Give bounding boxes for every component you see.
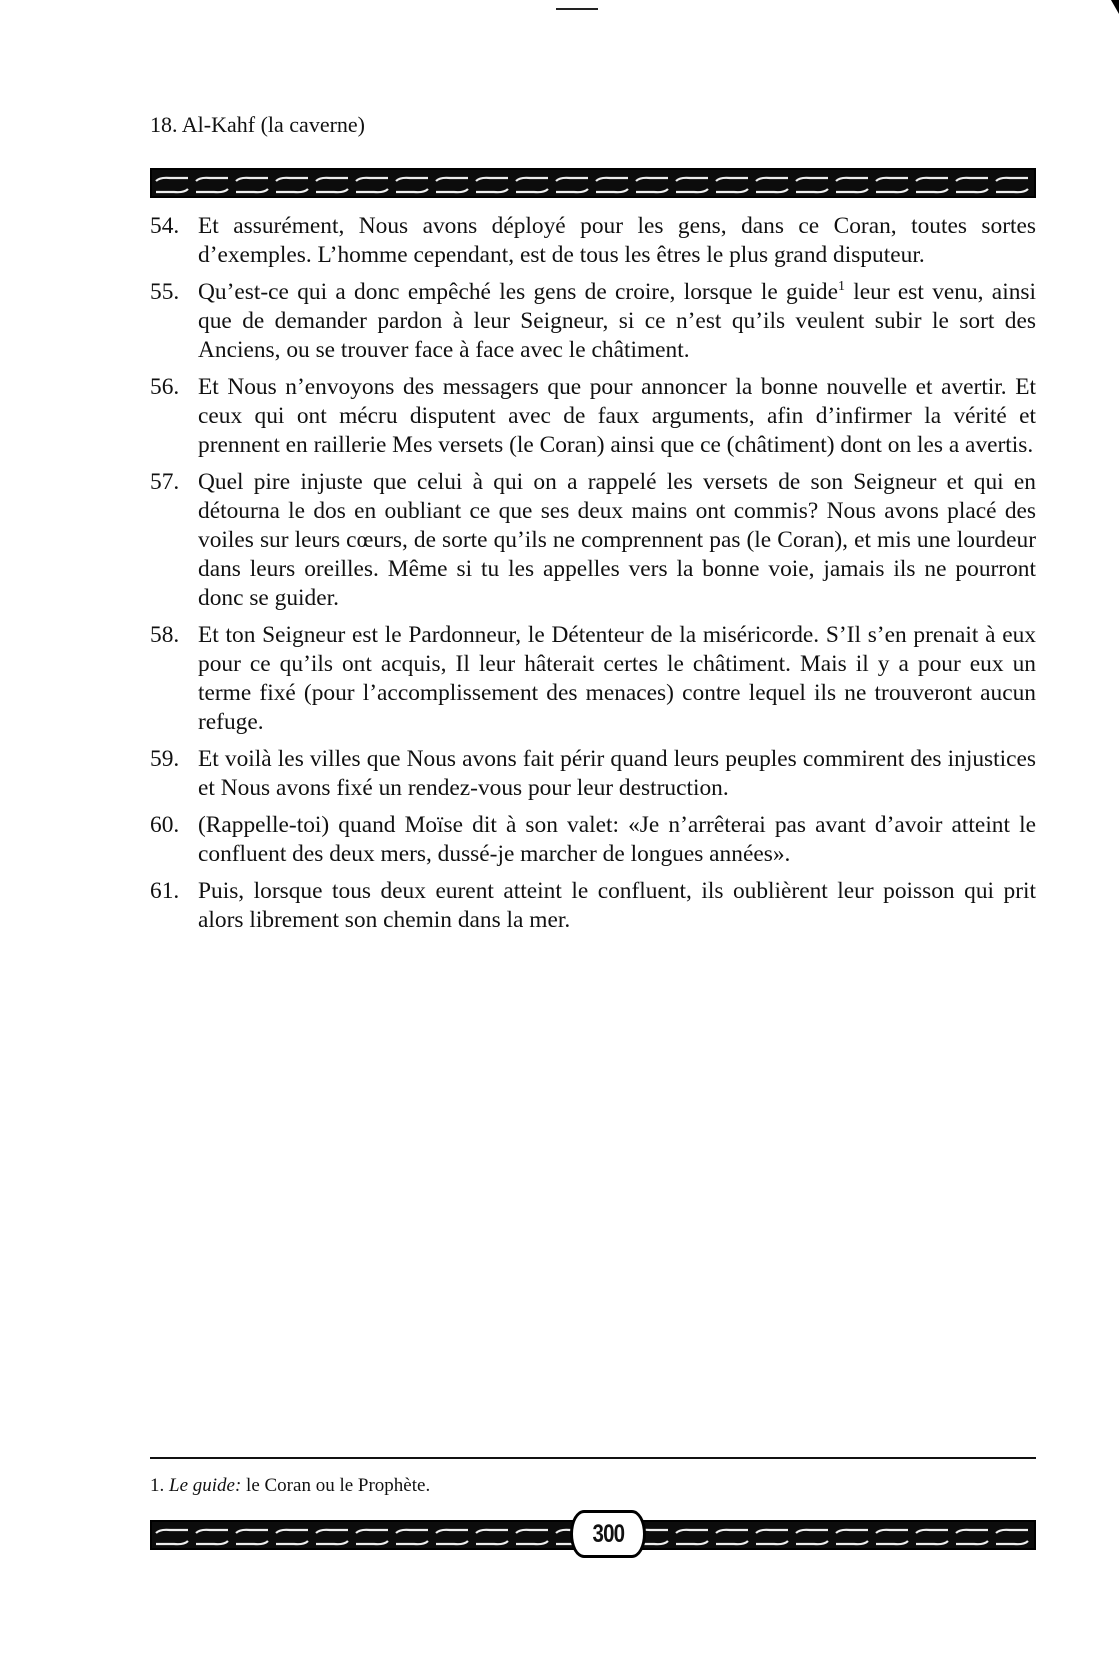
page-number: 300	[592, 1519, 624, 1548]
verse-57	[150, 468, 1036, 613]
page-top-mark	[556, 8, 598, 10]
footnote-marker: 1.	[150, 1475, 165, 1496]
verse-number: 56.	[150, 374, 180, 400]
verse-text: (Rappelle-toi) quand Moïse dit à son valet: «Je n’arrêterai pas avant d’avoir atteint le confluent des deux mers, dussé-je marcher de longues années».	[198, 812, 1036, 867]
verse-number: 58.	[150, 622, 180, 648]
footnote-text: le Coran ou le Prophète.	[241, 1475, 431, 1496]
verse-text: Et assurément, Nous avons déployé pour les gens, dans ce Coran, toutes sortes d’exemples. L’homme cependant, est de tous les êtres le plus grand disputeur.	[198, 213, 1036, 268]
verse-number: 57.	[150, 469, 180, 495]
footnote-reference: 1	[837, 279, 845, 295]
verse-number: 61.	[150, 878, 180, 904]
verse-number: 59.	[150, 746, 180, 772]
verse-61	[150, 877, 1036, 935]
verse-number: 55.	[150, 279, 180, 305]
verse-60	[150, 811, 1036, 869]
verse-text: Puis, lorsque tous deux eurent atteint le confluent, ils oublièrent leur poisson qui prit alors librement son chemin dans la mer.	[198, 878, 1036, 933]
page-number-badge	[570, 1510, 646, 1558]
verse-text	[198, 278, 1036, 365]
verse-text-part: Qu’est-ce qui a donc empêché les gens de croire, lorsque le guide	[198, 279, 838, 305]
verse-number: 54.	[150, 213, 180, 239]
verse-number: 60.	[150, 812, 180, 838]
verse-text: Quel pire injuste que celui à qui on a rappelé les versets de son Seigneur et qui en détourna le dos en oubliant ce que ses deux mains ont commis? Nous avons placé des voiles sur leurs cœurs, de sorte qu’ils ne comprennent pas (le Coran), et mis une lourdeur dans leurs oreilles. Même si tu les appelles vers la bonne voie, jamais ils ne pourront donc se guider.	[198, 469, 1036, 611]
footnote-term: Le guide:	[169, 1475, 242, 1496]
verse-55	[150, 278, 1036, 365]
verse-text: Et voilà les villes que Nous avons fait périr quand leurs peuples commirent des injustices et Nous avons fixé un rendez-vous pour leur destruction.	[198, 746, 1036, 801]
verse-58	[150, 621, 1036, 737]
verse-59	[150, 745, 1036, 803]
footnote-divider	[150, 1457, 1036, 1459]
verse-56	[150, 373, 1036, 460]
page-corner-mark	[1111, 0, 1119, 14]
verse-text: Et ton Seigneur est le Pardonneur, le Détenteur de la miséricorde. S’Il s’en prenait à eux pour ce qu’ils ont acquis, Il leur hâterait certes le châtiment. Mais il y a pour eux un terme fixé (pour l’accomplissement des menaces) contre lequel ils ne trouveront aucun refuge.	[198, 622, 1036, 735]
verse-text: Et Nous n’envoyons des messagers que pour annoncer la bonne nouvelle et avertir. Et ceux qui ont mécru disputent avec de faux arguments, afin d’infirmer la vérité et prennent en raillerie Mes versets (le Coran) ainsi que ce (châtiment) dont on les a avertis.	[198, 374, 1036, 458]
verse-54	[150, 212, 1036, 270]
footnote	[150, 1475, 430, 1497]
decorative-band-top	[150, 168, 1036, 198]
verse-text-part: leur est venu, ainsi que de demander pardon à leur Seigneur, si ce n’est qu’ils veulent subir le sort des Anciens, ou se trouver face à face avec le châtiment.	[198, 279, 1036, 363]
chain-ornament-top	[152, 170, 1036, 198]
surah-title: 18. Al-Kahf (la caverne)	[150, 112, 366, 137]
verse-list	[150, 212, 1036, 943]
